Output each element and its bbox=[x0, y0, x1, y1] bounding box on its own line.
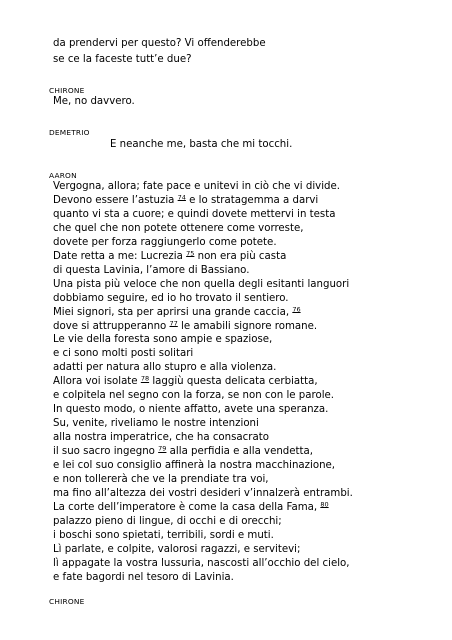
verse-line bbox=[53, 446, 313, 458]
line-text: Me, no davvero. bbox=[53, 96, 135, 107]
line-text: dovete per forza raggiungerlo come potete. bbox=[53, 236, 277, 248]
verse-line bbox=[53, 307, 301, 319]
line-text: e lei col suo consiglio affinerà la nostra macchinazione, bbox=[53, 460, 336, 471]
footnote-link[interactable]: 78 bbox=[140, 374, 150, 383]
line-text: i boschi sono spietati, terribili, sordi e muti. bbox=[53, 529, 274, 541]
verse-line bbox=[53, 279, 349, 291]
verse-line bbox=[53, 418, 259, 430]
footnote-link[interactable]: 79 bbox=[158, 444, 167, 453]
footnote-link[interactable]: 77 bbox=[169, 319, 178, 327]
line-text: Miei signori, sta per aprirsi una grande caccia, bbox=[53, 306, 293, 318]
verse-line bbox=[53, 334, 272, 346]
verse-line bbox=[53, 321, 317, 333]
line-text: alla perfidia e alla vendetta, bbox=[166, 446, 314, 458]
speaker-name: CHIRONE bbox=[49, 597, 85, 606]
verse-line bbox=[53, 96, 135, 108]
verse-line bbox=[53, 432, 269, 444]
verse-line bbox=[53, 195, 318, 207]
line-text: ma fino all’altezza dei vostri desideri v’innalzerà entrambi. bbox=[53, 487, 353, 499]
speaker-name: AARON bbox=[49, 171, 77, 180]
line-text: e fate bagordi nel tesoro di Lavinia. bbox=[53, 571, 234, 583]
verse-line bbox=[53, 293, 289, 305]
line-text: Lì parlate, e colpite, valorosi ragazzi, e servitevi; bbox=[53, 543, 301, 555]
line-text: se ce la faceste tutt’e due? bbox=[53, 54, 192, 65]
line-text: adatti per natura allo stupro e alla violenza. bbox=[53, 362, 277, 374]
line-text: dove si attrupperanno bbox=[53, 320, 170, 332]
verse-line bbox=[53, 376, 318, 388]
line-text: e lo stratagemma a darvi bbox=[185, 194, 319, 206]
verse-line bbox=[53, 54, 192, 66]
verse-line bbox=[53, 544, 300, 556]
line-text: lì appagate la vostra lussuria, nascosti all’occhio del cielo, bbox=[53, 557, 350, 569]
verse-line bbox=[53, 404, 328, 416]
line-text: Date retta a me: Lucrezia bbox=[53, 250, 187, 262]
line-text: che quel che non potete ottenere come vorreste, bbox=[53, 222, 304, 234]
line-text: E neanche me, basta che mi tocchi. bbox=[110, 139, 293, 150]
verse-line bbox=[53, 362, 276, 374]
verse-line bbox=[53, 223, 304, 235]
line-text: da prendervi per questo? Vi offenderebbe bbox=[53, 38, 266, 49]
speaker-name: CHIRONE bbox=[49, 86, 85, 95]
line-text: Le vie della foresta sono ampie e spaziose, bbox=[53, 334, 273, 346]
line-text: le amabili signore romane. bbox=[177, 320, 318, 332]
verse-line bbox=[53, 265, 249, 277]
line-text: palazzo pieno di lingue, di occhi e di orecchi; bbox=[53, 515, 282, 527]
line-text: In questo modo, o niente affatto, avete una speranza. bbox=[53, 404, 329, 416]
footnote-link[interactable]: 76 bbox=[292, 305, 301, 314]
verse-line bbox=[110, 139, 292, 151]
verse-line bbox=[53, 488, 353, 500]
verse-line bbox=[53, 251, 286, 263]
verse-line bbox=[53, 181, 340, 193]
speaker-name: DEMETRIO bbox=[49, 128, 90, 137]
verse-line bbox=[53, 209, 335, 221]
line-text: e non tollererà che ve la prendiate tra voi, bbox=[53, 473, 269, 485]
verse-line bbox=[53, 237, 277, 249]
line-text: La corte dell’imperatore è come la casa della Fama, bbox=[53, 501, 321, 513]
verse-line bbox=[53, 502, 329, 514]
line-text: dobbiamo seguire, ed io ho trovato il sentiero. bbox=[53, 292, 289, 304]
footnote-link[interactable]: 74 bbox=[177, 193, 186, 202]
line-text: Devono essere l’astuzia bbox=[53, 194, 178, 206]
line-text: e colpitela nel segno con la forza, se non con le parole. bbox=[53, 390, 335, 402]
line-text: Una pista più veloce che non quella degli esitanti languori bbox=[53, 278, 350, 290]
verse-line bbox=[53, 530, 274, 542]
line-text: Vergogna, allora; fate pace e unitevi in ciò che vi divide. bbox=[53, 181, 341, 192]
verse-line bbox=[53, 348, 193, 360]
verse-line bbox=[53, 516, 282, 528]
line-text: Su, venite, riveliamo le nostre intenzioni bbox=[53, 418, 259, 430]
verse-line bbox=[53, 460, 335, 472]
footnote-link[interactable]: 80 bbox=[320, 500, 329, 509]
line-text: alla nostra imperatrice, che ha consacrato bbox=[53, 432, 269, 444]
line-text: laggiù questa delicata cerbiatta, bbox=[149, 376, 318, 388]
verse-line bbox=[53, 558, 350, 570]
line-text: di questa Lavinia, l’amore di Bassiano. bbox=[53, 264, 250, 276]
verse-line bbox=[53, 38, 266, 50]
line-text: quanto vi sta a cuore; e quindi dovete mettervi in testa bbox=[53, 208, 336, 220]
footnote-link[interactable]: 75 bbox=[186, 249, 195, 258]
line-text: il suo sacro ingegno bbox=[53, 446, 159, 458]
verse-line bbox=[53, 572, 234, 584]
line-text: Allora voi isolate bbox=[53, 376, 141, 388]
line-text: e ci sono molti posti solitari bbox=[53, 348, 194, 360]
verse-line bbox=[53, 474, 269, 486]
verse-line bbox=[53, 390, 334, 402]
line-text: non era più casta bbox=[194, 250, 287, 262]
